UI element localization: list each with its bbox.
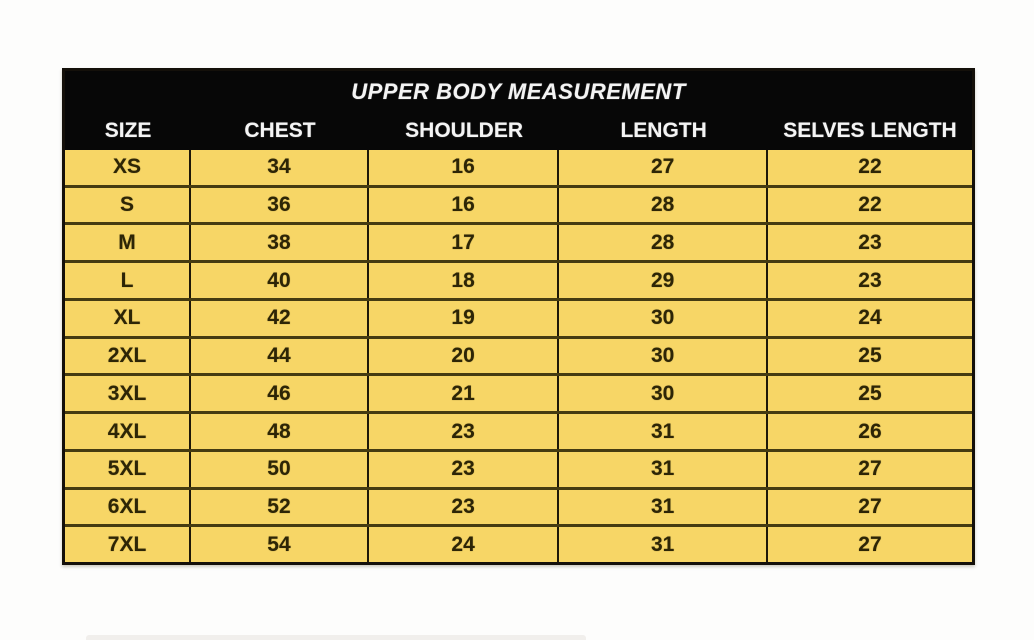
table-row bbox=[65, 490, 972, 528]
cell-size: 4XL bbox=[65, 414, 191, 449]
cell-selves-length: 23 bbox=[858, 230, 882, 254]
table-row bbox=[65, 150, 972, 188]
cell-chest: 40 bbox=[191, 263, 369, 298]
column-header-row bbox=[65, 112, 972, 150]
column-header-shoulder: SHOULDER bbox=[405, 119, 523, 142]
cell-selves-length: 27 bbox=[858, 532, 882, 556]
cell-size: XL bbox=[65, 301, 191, 336]
cell-size: 7XL bbox=[65, 527, 191, 562]
column-header-selves-length: SELVES LENGTH bbox=[783, 119, 957, 142]
cell-shoulder: 24 bbox=[369, 527, 559, 562]
table-row bbox=[65, 225, 972, 263]
cell-shoulder: 17 bbox=[369, 225, 559, 260]
cell-selves-length: 24 bbox=[858, 306, 882, 330]
cell-size: 6XL bbox=[65, 490, 191, 525]
cell-size: 2XL bbox=[65, 339, 191, 374]
table-row bbox=[65, 263, 972, 301]
cell-chest: 34 bbox=[191, 150, 369, 185]
cell-chest: 46 bbox=[191, 376, 369, 411]
cell-length: 31 bbox=[559, 414, 768, 449]
cell-selves-length: 26 bbox=[858, 419, 882, 443]
table-row bbox=[65, 376, 972, 414]
table-header bbox=[65, 71, 972, 150]
cell-chest: 54 bbox=[191, 527, 369, 562]
cell-size: S bbox=[65, 188, 191, 223]
cropped-bottom-element bbox=[86, 635, 586, 640]
cell-shoulder: 16 bbox=[369, 150, 559, 185]
cell-shoulder: 19 bbox=[369, 301, 559, 336]
table-body bbox=[65, 150, 972, 562]
cell-chest: 42 bbox=[191, 301, 369, 336]
table-row bbox=[65, 414, 972, 452]
column-header-size: SIZE bbox=[104, 119, 152, 142]
table-row bbox=[65, 452, 972, 490]
cell-size: XS bbox=[65, 150, 191, 185]
cell-chest: 50 bbox=[191, 452, 369, 487]
cell-shoulder: 16 bbox=[369, 188, 559, 223]
cell-shoulder: 21 bbox=[369, 376, 559, 411]
cell-length: 31 bbox=[559, 490, 768, 525]
cell-shoulder: 23 bbox=[369, 490, 559, 525]
cell-selves-length: 22 bbox=[858, 193, 882, 217]
cell-length: 30 bbox=[559, 376, 768, 411]
cell-size: 5XL bbox=[65, 452, 191, 487]
cell-length: 28 bbox=[559, 188, 768, 223]
cell-chest: 48 bbox=[191, 414, 369, 449]
column-header-chest: CHEST bbox=[244, 119, 316, 142]
table-row bbox=[65, 339, 972, 377]
table-row bbox=[65, 301, 972, 339]
cell-chest: 44 bbox=[191, 339, 369, 374]
cell-selves-length: 25 bbox=[858, 381, 882, 405]
cell-selves-length: 27 bbox=[858, 457, 882, 481]
cell-selves-length: 25 bbox=[858, 344, 882, 368]
cell-size: 3XL bbox=[65, 376, 191, 411]
cell-length: 30 bbox=[559, 339, 768, 374]
cell-length: 31 bbox=[559, 452, 768, 487]
cell-length: 29 bbox=[559, 263, 768, 298]
cell-size: L bbox=[65, 263, 191, 298]
cell-shoulder: 23 bbox=[369, 414, 559, 449]
cell-length: 28 bbox=[559, 225, 768, 260]
cell-length: 30 bbox=[559, 301, 768, 336]
table-title: UPPER BODY MEASUREMENT bbox=[351, 78, 686, 104]
table-row bbox=[65, 188, 972, 226]
size-chart-table bbox=[62, 68, 975, 565]
cell-chest: 52 bbox=[191, 490, 369, 525]
cell-shoulder: 20 bbox=[369, 339, 559, 374]
cell-length: 27 bbox=[559, 150, 768, 185]
cell-selves-length: 23 bbox=[858, 268, 882, 292]
cell-selves-length: 27 bbox=[858, 494, 882, 518]
cell-shoulder: 18 bbox=[369, 263, 559, 298]
table-row bbox=[65, 527, 972, 562]
cell-shoulder: 23 bbox=[369, 452, 559, 487]
column-header-length: LENGTH bbox=[620, 119, 707, 142]
cell-selves-length: 22 bbox=[858, 155, 882, 179]
cell-length: 31 bbox=[559, 527, 768, 562]
cell-chest: 38 bbox=[191, 225, 369, 260]
cell-chest: 36 bbox=[191, 188, 369, 223]
cell-size: M bbox=[65, 225, 191, 260]
